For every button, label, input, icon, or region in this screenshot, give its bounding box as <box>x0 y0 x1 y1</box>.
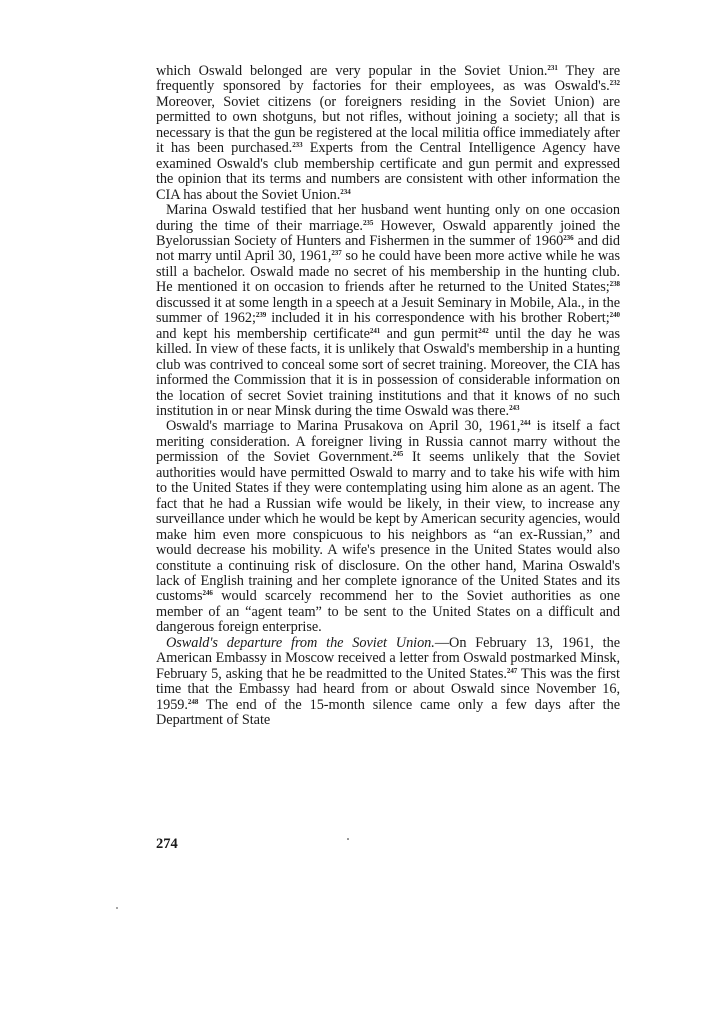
footnote-marker: 246 <box>202 589 213 598</box>
footnote-marker: 241 <box>369 326 381 335</box>
footnote-marker: 240 <box>609 311 620 320</box>
footnote-marker: 247 <box>506 666 518 675</box>
text-run: However, Oswald apparently joined the Byelorussian Society of Hunters and Fishermen in the summer of 1960 <box>156 217 620 249</box>
footnote-marker: 238 <box>609 280 620 289</box>
text-run: The end of the 15-month silence came only a few days after the Department of State <box>156 696 620 729</box>
paragraph <box>156 419 620 635</box>
text-run: discussed it at some length in a speech at a Jesuit Seminary in Mobile, Ala., in the summer of 1962; <box>156 294 620 327</box>
text-run: This was the first time that the Embassy had heard from or about Oswald since November 16, 1959. <box>156 665 620 713</box>
paragraph <box>156 203 620 419</box>
text-run: It seems unlikely that the Soviet authorities would have permitted Oswald to marry and to take his wife with him to the United States if they were contemplating using him alone as an agent. The fact that he had a Russian wife would be likely, in their view, to increase any surveillance under which he would be kept by American security agencies, would make him even more conspicuous to his neighbors as “an ex-Russian,” and would decrease his mobility. A wife's presence in the United States would also constitute a continuing risk of disclosure. On the other hand, Marina Oswald's lack of English training and her complete ignorance of the United States and its customs <box>156 449 620 605</box>
footnote-marker: 242 <box>478 326 489 335</box>
footnote-marker: 235 <box>362 218 374 227</box>
footnote-marker: 239 <box>255 311 267 320</box>
text-run: so he could have been more active while he was still a bachelor. Oswald made no secret of his membership in the hunting club. He mentioned it on occasion to friends after he returned to the United States; <box>156 248 620 296</box>
footnote-marker: 243 <box>509 403 520 412</box>
text-run: Marina Oswald testified that her husband went hunting only on one occasion during the time of their marriage. <box>156 202 620 234</box>
footnote-marker: 245 <box>392 450 404 459</box>
text-run: and kept his membership certificate <box>156 325 370 342</box>
footnote-marker: 231 <box>547 64 558 72</box>
paragraph <box>156 64 620 203</box>
text-run: Moreover, Soviet citizens (or foreigners residing in the Soviet Union) are permitted to own shotguns, but not rifles, without joining a society; all that is necessary is that the gun be registered at the local militia office immediately after it has been purchased. <box>156 93 620 157</box>
footnote-marker: 233 <box>292 141 303 150</box>
text-run: until the day he was killed. In view of these facts, it is unlikely that Oswald's membership in a hunting club was contrived to conceal some sort of secret training. Moreover, the CIA has informed the Commission that it is in possession of considerable information on the location of secret Soviet training institutions and that it knows of no such institution in or near Minsk during the time Oswald was there. <box>156 325 620 419</box>
paragraph <box>156 636 620 729</box>
footnote-marker: 234 <box>340 187 351 196</box>
text-run: which Oswald belonged are very popular in the Soviet Union. <box>156 63 548 79</box>
section-heading: Oswald's departure from the Soviet Union. <box>166 634 435 651</box>
text-run: —On February 13, 1961, the American Embassy in Moscow received a letter from Oswald postmarked Minsk, February 5, asking that he be readmitted to the United States. <box>156 634 620 682</box>
text-run: and gun permit <box>380 325 479 342</box>
text-run: They are frequently sponsored by factories for their employees, as was Oswald's. <box>156 63 620 95</box>
footnote-marker: 237 <box>331 249 342 258</box>
text-run: would scarcely recommend her to the Soviet authorities as one member of an “agent team” to be sent to the United States on a difficult and dangerous foreign enterprise. <box>156 588 620 636</box>
scan-speck <box>116 907 118 909</box>
footnote-marker: 248 <box>187 697 199 706</box>
footnote-marker: 236 <box>563 233 574 242</box>
text-run: and did not marry until April 30, 1961, <box>156 232 620 265</box>
page-number: 274 <box>156 836 178 852</box>
text-run: is itself a fact meriting consideration. A foreigner living in Russia cannot marry without the permission of the Soviet Government. <box>156 418 620 466</box>
text-run: Oswald's marriage to Marina Prusakova on April 30, 1961, <box>166 418 521 435</box>
text-run: Experts from the Central Intelligence Agency have examined Oswald's club membership certificate and gun permit and expressed the opinion that its terms and numbers are consistent with other information the CIA has about the Soviet Union. <box>156 140 620 203</box>
footnote-marker: 232 <box>609 79 620 88</box>
scan-speck <box>347 838 349 840</box>
text-run: included it in his correspondence with his brother Robert; <box>266 310 610 327</box>
footnote-marker: 244 <box>520 419 531 428</box>
document-body <box>156 64 620 728</box>
